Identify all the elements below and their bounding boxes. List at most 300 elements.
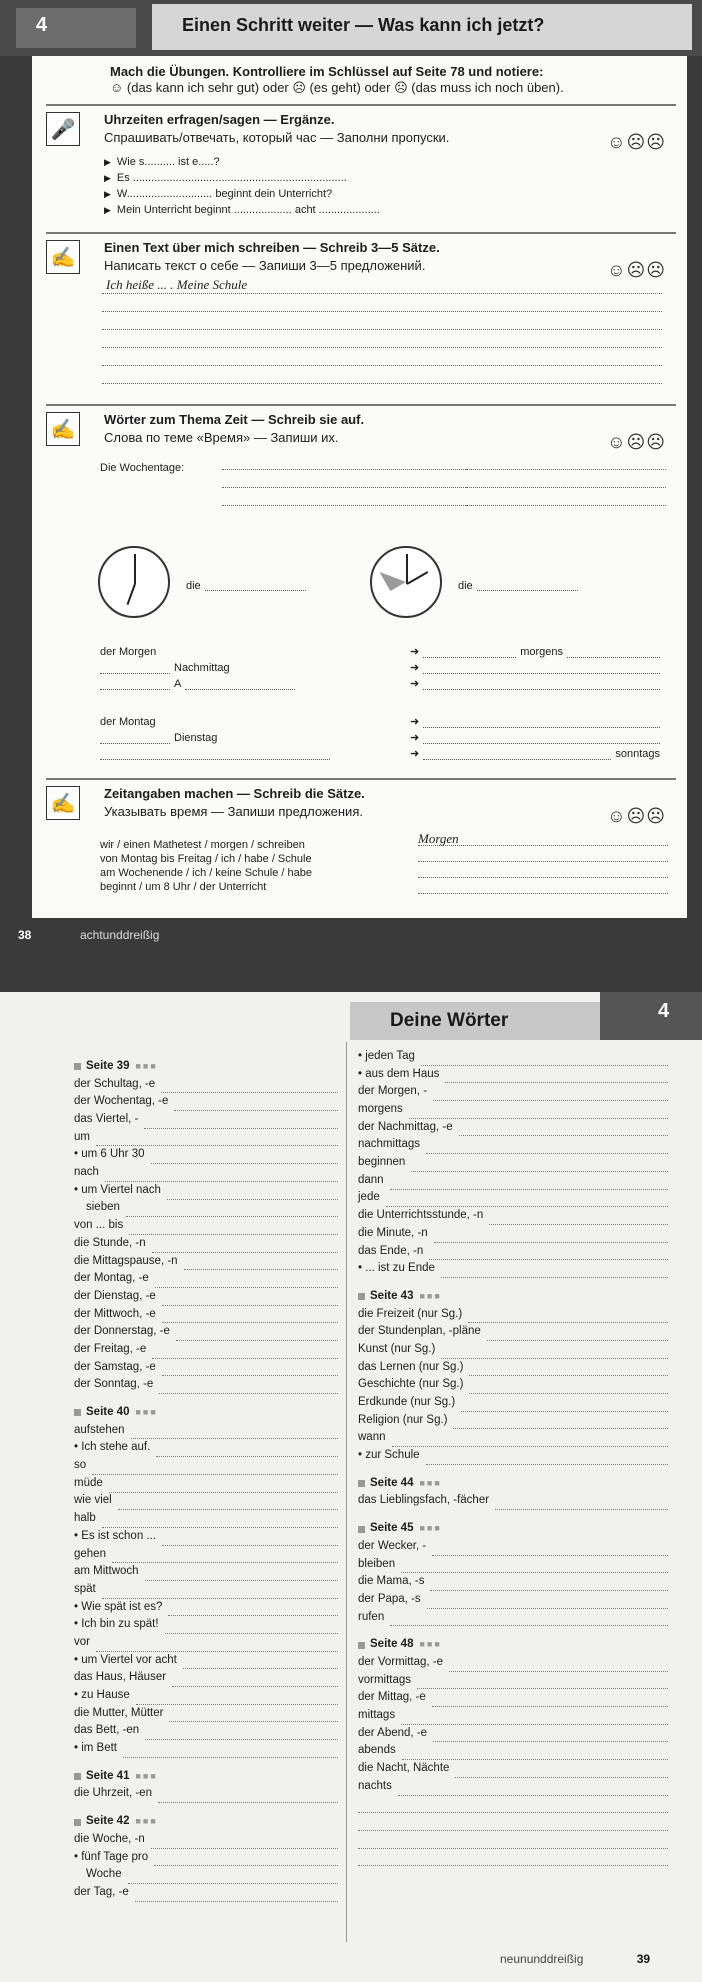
vocab-entry	[358, 1412, 668, 1430]
translation-line[interactable]	[495, 1500, 668, 1510]
vocab-entry	[74, 1616, 338, 1634]
hour-hand	[127, 584, 136, 605]
translation-line[interactable]	[96, 1136, 338, 1146]
vocab-entry	[74, 1129, 338, 1147]
section-zeitangaben	[46, 786, 676, 916]
square-icon	[358, 1293, 365, 1300]
answer-line[interactable]	[222, 452, 482, 470]
prompt-line: beginnt / um 8 Uhr / der Unterricht	[100, 881, 267, 893]
vocab-entry	[358, 1813, 668, 1831]
translation-line[interactable]	[459, 1126, 668, 1136]
translation-line[interactable]	[392, 1437, 669, 1447]
vocab-entry	[358, 1394, 668, 1412]
vocab-word: die Minute, -n	[358, 1226, 428, 1239]
vocab-word: • um 6 Uhr 30	[74, 1148, 145, 1161]
section-header	[358, 1636, 668, 1654]
vocab-word: die Nacht, Nächte	[358, 1762, 450, 1775]
answer-line[interactable]	[100, 679, 170, 690]
translation-line[interactable]	[161, 1083, 338, 1093]
translation-line[interactable]	[159, 1384, 338, 1394]
word-montag: der Montag	[100, 716, 156, 728]
vocab-entry	[358, 1207, 668, 1225]
self-assessment-faces[interactable]: ☺☹☹	[607, 260, 666, 280]
answer-line[interactable]	[423, 679, 660, 690]
translation-line[interactable]	[168, 1606, 338, 1616]
translation-line[interactable]	[112, 1553, 338, 1563]
vocab-entry	[358, 1573, 668, 1591]
translation-line[interactable]	[162, 1536, 338, 1546]
answer-line[interactable]	[466, 488, 666, 506]
answer-line[interactable]	[418, 830, 668, 846]
answer-line[interactable]	[423, 647, 516, 658]
vocab-word: • Ich stehe auf.	[74, 1441, 151, 1454]
vocab-word: so	[74, 1459, 87, 1472]
translation-line[interactable]	[386, 1197, 668, 1207]
vocab-word: der Tag, -e	[74, 1885, 129, 1898]
translation-line[interactable]	[152, 1243, 338, 1253]
arrow-icon: ▶	[104, 205, 111, 215]
translation-line[interactable]	[441, 1268, 668, 1278]
vocab-word: • aus dem Haus	[358, 1067, 440, 1080]
answer-line[interactable]	[466, 452, 666, 470]
translation-line[interactable]	[401, 1715, 668, 1725]
translation-line[interactable]	[469, 1384, 668, 1394]
answer-line[interactable]	[185, 679, 295, 690]
translation-line[interactable]	[390, 1180, 668, 1190]
writing-line[interactable]	[102, 366, 662, 384]
vocab-word: die Mutter, Mütter	[74, 1706, 164, 1719]
translation-line[interactable]	[145, 1730, 338, 1740]
vocab-entry	[358, 1323, 668, 1341]
section-label: Seite 40	[86, 1406, 130, 1419]
translation-line[interactable]	[109, 1483, 338, 1493]
vocab-word: müde	[74, 1476, 103, 1489]
translation-line[interactable]	[434, 1233, 668, 1243]
microphone-icon: 🎤	[46, 112, 80, 146]
vocab-entry	[74, 1510, 338, 1528]
self-assessment-faces[interactable]: ☺☹☹	[607, 806, 666, 826]
answer-line[interactable]	[423, 717, 660, 728]
section-russian: Указывать время — Запиши предложения.	[104, 804, 363, 819]
clock-answer-1	[186, 580, 306, 592]
translation-line[interactable]	[461, 1402, 668, 1412]
answer-line[interactable]	[205, 580, 306, 591]
vocab-entry	[74, 1200, 338, 1218]
vocab-word: • im Bett	[74, 1742, 118, 1755]
prompt-line: am Wochenende / ich / keine Schule / habe	[100, 867, 312, 879]
vocab-word: aufstehen	[74, 1423, 125, 1436]
vocab-entry	[74, 1831, 338, 1849]
square-icon	[358, 1642, 365, 1649]
vocab-entry	[358, 1190, 668, 1208]
section-heading: Einen Text über mich schreiben — Schreib 3—5 Sätze.	[104, 240, 440, 255]
vocab-word: um	[74, 1130, 90, 1143]
vocab-word: nachmittags	[358, 1138, 421, 1151]
word-morgens: morgens	[520, 646, 564, 658]
vocab-entry	[358, 1654, 668, 1672]
translation-line[interactable]	[453, 1419, 668, 1429]
vocab-entry	[74, 1146, 338, 1164]
vocab-entry	[358, 1556, 668, 1574]
vocab-entry	[358, 1101, 668, 1119]
answer-line[interactable]	[477, 580, 578, 591]
vocab-entry	[74, 1306, 338, 1324]
chapter-badge: 4	[16, 8, 136, 48]
vocab-entry	[74, 1475, 338, 1493]
vocab-entry	[74, 1687, 338, 1705]
answer-line[interactable]	[567, 647, 660, 658]
square-icon	[358, 1526, 365, 1533]
vocab-word: der Wecker, -	[358, 1539, 427, 1552]
translation-line[interactable]	[162, 1296, 338, 1306]
section-heading: Uhrzeiten erfragen/sagen — Ergänze.	[104, 112, 335, 127]
translation-line[interactable]	[358, 1839, 668, 1849]
vocab-word: das Viertel, -	[74, 1113, 139, 1126]
translation-line[interactable]	[390, 1616, 668, 1626]
translation-line[interactable]	[136, 1695, 338, 1705]
vocab-word: • Wie spät ist es?	[74, 1600, 163, 1613]
vocab-entry	[74, 1786, 338, 1804]
answer-line[interactable]	[100, 733, 170, 744]
self-assessment-faces[interactable]: ☺☹☹	[607, 432, 666, 452]
vocab-word: der Papa, -s	[358, 1592, 421, 1605]
arrow-icon: ➜	[410, 662, 420, 674]
vocab-entry	[74, 1722, 338, 1740]
vocab-entry	[74, 1599, 338, 1617]
vocab-word: wann	[358, 1431, 386, 1444]
section-header	[358, 1520, 668, 1538]
translation-line[interactable]	[135, 1892, 338, 1902]
writing-line[interactable]	[102, 312, 662, 330]
vocab-entry	[74, 1740, 338, 1758]
vocab-word: der Samstag, -e	[74, 1360, 156, 1373]
translation-line[interactable]	[162, 1313, 338, 1323]
vocab-entry	[358, 1493, 668, 1511]
translation-line[interactable]	[155, 1278, 338, 1288]
answer-line[interactable]	[222, 470, 482, 488]
translation-line[interactable]	[432, 1546, 668, 1556]
vocab-entry	[74, 1457, 338, 1475]
clock-sector	[379, 563, 406, 591]
word-dienstag: Dienstag	[174, 732, 218, 744]
word-morgen: der Morgen	[100, 646, 157, 658]
section-header	[74, 1058, 338, 1076]
translation-line[interactable]	[487, 1331, 668, 1341]
vocab-word: der Wochentag, -e	[74, 1095, 169, 1108]
writing-line[interactable]	[102, 348, 662, 366]
translation-line[interactable]	[151, 1154, 339, 1164]
answer-line[interactable]	[418, 846, 668, 862]
column-divider	[346, 1042, 347, 1942]
page-number-word: neununddreißig	[500, 1952, 584, 1966]
vocab-entry	[358, 1066, 668, 1084]
translation-line[interactable]	[455, 1768, 668, 1778]
exercise-line[interactable]: Wie s.......... ist e.....?	[116, 156, 220, 168]
vocab-entry	[358, 1849, 668, 1867]
answer-line[interactable]	[100, 749, 330, 760]
page-header	[0, 992, 702, 1040]
translation-line[interactable]	[449, 1662, 668, 1672]
vocab-entry	[74, 1634, 338, 1652]
vocab-entry	[74, 1164, 338, 1182]
translation-line[interactable]	[421, 1056, 668, 1066]
vocab-entry	[74, 1217, 338, 1235]
vocab-word: • zu Hause	[74, 1689, 130, 1702]
vocab-word: jede	[358, 1191, 380, 1204]
arrow-icon: ▶	[104, 173, 111, 183]
vocab-word: gehen	[74, 1547, 106, 1560]
answer-line[interactable]	[466, 470, 666, 488]
vocab-word: der Montag, -e	[74, 1272, 149, 1285]
translation-line[interactable]	[96, 1642, 338, 1652]
vocab-entry	[74, 1422, 338, 1440]
title-bar	[152, 4, 692, 50]
translation-line[interactable]	[433, 1732, 668, 1742]
translation-line[interactable]	[169, 1712, 338, 1722]
vocab-entry	[74, 1546, 338, 1564]
translation-line[interactable]	[430, 1581, 668, 1591]
squares-icon: ■■■	[419, 1477, 442, 1488]
vocab-entry	[358, 1707, 668, 1725]
translation-line[interactable]	[445, 1073, 668, 1083]
translation-line[interactable]	[145, 1571, 338, 1581]
translation-line[interactable]	[183, 1659, 338, 1669]
vocab-entry	[358, 1672, 668, 1690]
section-label: Seite 44	[370, 1476, 414, 1489]
translation-line[interactable]	[401, 1563, 668, 1573]
vocab-word: • ... ist zu Ende	[358, 1262, 435, 1275]
prompt-line: von Montag bis Freitag / ich / habe / Schule	[100, 853, 312, 865]
writing-line[interactable]	[102, 276, 662, 294]
translation-line[interactable]	[123, 1748, 338, 1758]
section-divider	[46, 104, 676, 106]
translation-line[interactable]	[417, 1679, 668, 1689]
translation-line[interactable]	[184, 1260, 338, 1270]
translation-line[interactable]	[102, 1518, 338, 1528]
arrow-icon: ▶	[104, 157, 111, 167]
vocab-word: die Mittagspause, -n	[74, 1254, 178, 1267]
vocab-word: der Stundenplan, -pläne	[358, 1325, 481, 1338]
vocab-word: Geschichte (nur Sg.)	[358, 1378, 464, 1391]
vocab-entry	[358, 1760, 668, 1778]
square-icon	[74, 1063, 81, 1070]
translation-line[interactable]	[426, 1144, 668, 1154]
vocab-word: • zur Schule	[358, 1449, 420, 1462]
vocab-entry	[74, 1866, 338, 1884]
vocab-entry	[74, 1182, 338, 1200]
vocab-entry	[358, 1341, 668, 1359]
translation-line[interactable]	[118, 1500, 338, 1510]
vocab-word: beginnen	[358, 1156, 406, 1169]
vocab-word: • um Viertel nach	[74, 1183, 161, 1196]
vocab-entry	[74, 1323, 338, 1341]
arrow-icon: ➜	[410, 716, 420, 728]
vocab-entry	[74, 1376, 338, 1394]
translation-line[interactable]	[409, 1109, 668, 1119]
exercise-line[interactable]: W............................ beginnt dein Unterricht?	[116, 188, 333, 200]
vocab-word: das Lernen (nur Sg.)	[358, 1360, 464, 1373]
section-russian: Слова по теме «Время» — Запиши их.	[104, 430, 339, 445]
vocab-word: bleiben	[358, 1557, 396, 1570]
vocab-entry	[74, 1493, 338, 1511]
vocab-entry	[74, 1884, 338, 1902]
answer-line[interactable]	[423, 749, 611, 760]
arrow-icon: ▶	[104, 189, 111, 199]
translation-line[interactable]	[358, 1856, 668, 1866]
translation-line[interactable]	[128, 1874, 338, 1884]
self-assessment-faces[interactable]: ☺☹☹	[607, 132, 666, 152]
vocab-word: am Mittwoch	[74, 1565, 139, 1578]
vocab-word: der Nachmittag, -e	[358, 1120, 453, 1133]
translation-line[interactable]	[429, 1250, 668, 1260]
writing-line[interactable]	[102, 330, 662, 348]
vocab-word: der Morgen, -	[358, 1085, 428, 1098]
arrow-icon: ➜	[410, 732, 420, 744]
squares-icon: ■■■	[419, 1639, 442, 1650]
clock-icon	[370, 546, 442, 618]
translation-line[interactable]	[102, 1589, 338, 1599]
translation-line[interactable]	[468, 1313, 668, 1323]
squares-icon: ■■■	[135, 1770, 158, 1781]
section-label: Seite 43	[370, 1289, 414, 1302]
vocab-word: der Mittwoch, -e	[74, 1307, 156, 1320]
vocab-word: der Schultag, -e	[74, 1077, 156, 1090]
vocab-word: mittags	[358, 1709, 396, 1722]
vocab-entry	[74, 1093, 338, 1111]
section-label: Seite 48	[370, 1638, 414, 1651]
translation-line[interactable]	[167, 1190, 338, 1200]
translation-line[interactable]	[176, 1331, 338, 1341]
wochentage-label: Die Wochentage:	[100, 462, 185, 474]
section-divider	[46, 404, 676, 406]
word-sonntags: sonntags	[615, 748, 660, 760]
instructions-scale: ☺ (das kann ich sehr gut) oder ☹ (es geht) oder ☹ (das muss ich noch üben).	[110, 80, 564, 95]
answer-line[interactable]	[423, 733, 660, 744]
translation-line[interactable]	[151, 1839, 338, 1849]
square-icon	[74, 1409, 81, 1416]
vocab-entry	[74, 1581, 338, 1599]
answer-line[interactable]	[222, 488, 482, 506]
answer-line[interactable]	[100, 663, 170, 674]
section-header	[358, 1475, 668, 1493]
translation-line[interactable]	[131, 1429, 338, 1439]
translation-line[interactable]	[144, 1119, 338, 1129]
translation-line[interactable]	[172, 1677, 338, 1687]
vocab-word: die Freizeit (nur Sg.)	[358, 1307, 463, 1320]
translation-line[interactable]	[398, 1786, 668, 1796]
section-header	[74, 1813, 338, 1831]
vocab-word: sieben	[86, 1201, 120, 1214]
translation-line[interactable]	[427, 1599, 668, 1609]
section-label: Seite 45	[370, 1522, 414, 1535]
vocab-entry	[74, 1288, 338, 1306]
translation-line[interactable]	[158, 1793, 338, 1803]
answer-line[interactable]	[418, 862, 668, 878]
translation-line[interactable]	[469, 1366, 668, 1376]
translation-line[interactable]	[441, 1349, 668, 1359]
translation-line[interactable]	[152, 1349, 338, 1359]
minute-hand	[134, 554, 136, 584]
vocab-entry	[358, 1376, 668, 1394]
word-nachmittag: Nachmittag	[174, 662, 230, 674]
writing-line[interactable]	[102, 294, 662, 312]
translation-line[interactable]	[358, 1821, 668, 1831]
vocab-word: Kunst (nur Sg.)	[358, 1342, 436, 1355]
vocab-entry	[358, 1048, 668, 1066]
translation-line[interactable]	[402, 1750, 668, 1760]
vocab-entry	[358, 1609, 668, 1627]
vocab-entry	[358, 1243, 668, 1261]
translation-line[interactable]	[433, 1091, 668, 1101]
section-label: Seite 42	[86, 1815, 130, 1828]
vocab-entry	[358, 1083, 668, 1101]
translation-line[interactable]	[156, 1447, 338, 1457]
section-uhrzeiten	[46, 112, 676, 222]
translation-line[interactable]	[129, 1225, 338, 1235]
vocab-word: halb	[74, 1512, 96, 1525]
translation-line[interactable]	[165, 1624, 338, 1634]
vocab-entry	[358, 1778, 668, 1796]
vocab-entry	[358, 1689, 668, 1707]
instructions-main: Mach die Übungen. Kontrolliere im Schlüssel auf Seite 78 und notiere:	[110, 64, 544, 79]
translation-line[interactable]	[126, 1207, 338, 1217]
squares-icon: ■■■	[135, 1061, 158, 1071]
vocab-word: nachts	[358, 1779, 392, 1792]
exercise-line[interactable]: Es ......................................................................	[116, 172, 347, 184]
answer-line[interactable]	[423, 663, 660, 674]
vocab-word: • fünf Tage pro	[74, 1850, 149, 1863]
translation-line[interactable]	[489, 1215, 668, 1225]
translation-line[interactable]	[174, 1101, 338, 1111]
prompt-line: wir / einen Mathetest / morgen / schreiben	[100, 839, 305, 851]
handwritten-answer: Morgen	[418, 831, 459, 846]
sentence-prompts	[100, 838, 312, 894]
vocab-word: die Stunde, -n	[74, 1236, 146, 1249]
vocab-word: die Unterrichtsstunde, -n	[358, 1209, 484, 1222]
vocab-entry	[74, 1235, 338, 1253]
squares-icon: ■■■	[419, 1290, 442, 1301]
writing-hand-icon: ✍	[46, 786, 80, 820]
translation-line[interactable]	[432, 1697, 668, 1707]
vocab-column-right	[358, 1048, 668, 1866]
vocab-word: nach	[74, 1166, 99, 1179]
vocab-word: der Freitag, -e	[74, 1342, 147, 1355]
translation-line[interactable]	[162, 1366, 338, 1376]
vocab-entry	[74, 1253, 338, 1271]
vocab-entry	[358, 1538, 668, 1556]
vocab-word: • um Viertel vor acht	[74, 1653, 177, 1666]
vocab-word: rufen	[358, 1610, 385, 1623]
vocab-entry	[358, 1136, 668, 1154]
vocab-entry	[74, 1341, 338, 1359]
section-header	[74, 1404, 338, 1422]
vocab-word: von ... bis	[74, 1219, 124, 1232]
translation-line[interactable]	[92, 1465, 338, 1475]
vocab-word: • jeden Tag	[358, 1049, 415, 1062]
translation-line[interactable]	[358, 1803, 668, 1813]
vocab-entry	[358, 1796, 668, 1814]
translation-line[interactable]	[426, 1455, 668, 1465]
page-39	[0, 992, 702, 1982]
translation-line[interactable]	[105, 1172, 338, 1182]
squares-icon: ■■■	[135, 1407, 158, 1418]
vocab-word: der Abend, -e	[358, 1726, 428, 1739]
writing-hand-icon: ✍	[46, 240, 80, 274]
exercise-line[interactable]: Mein Unterricht beginnt ................... acht ....................	[116, 204, 380, 216]
translation-line[interactable]	[411, 1162, 668, 1172]
translation-line[interactable]	[154, 1856, 338, 1866]
answer-line[interactable]	[418, 878, 668, 894]
